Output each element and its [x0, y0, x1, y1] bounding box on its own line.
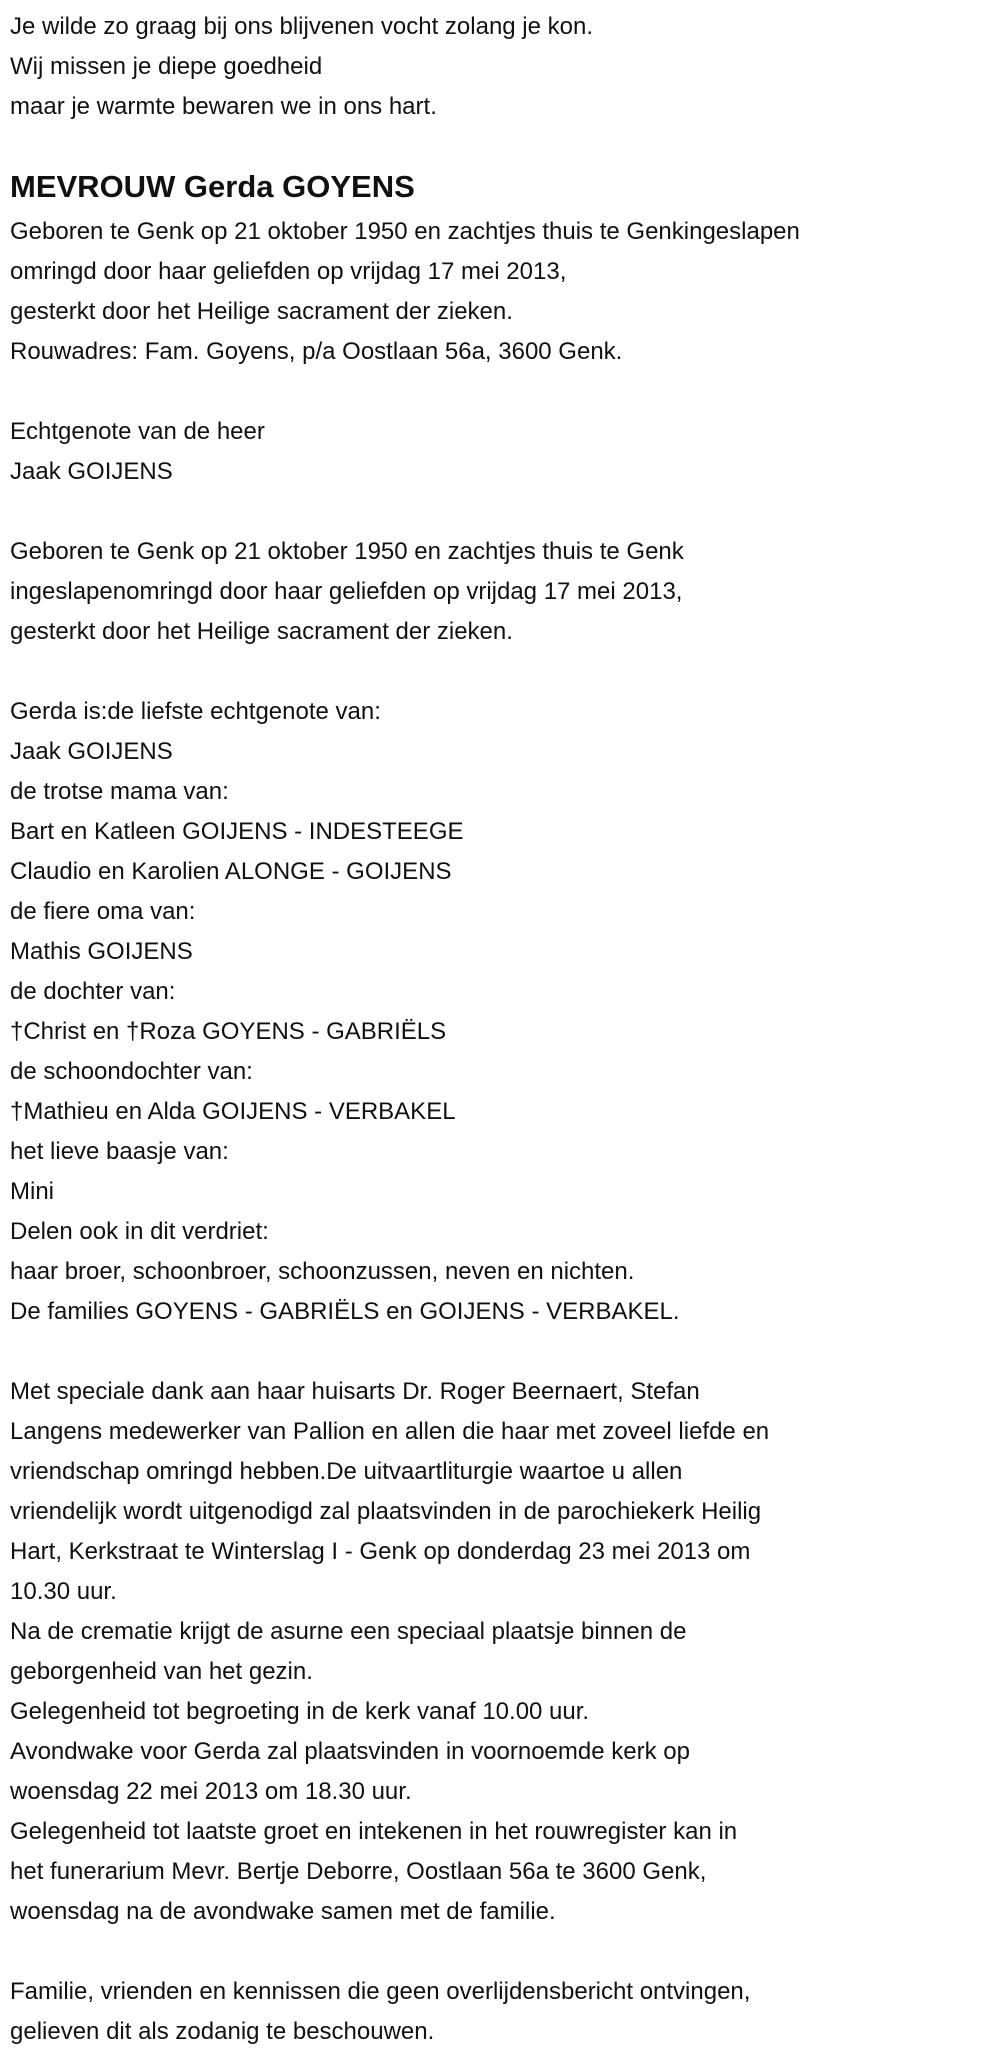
- text-line: vriendschap omringd hebben.De uitvaartliturgie waartoe u allen: [10, 1458, 683, 1485]
- text-line: Gelegenheid tot laatste groet en intekenen in het rouwregister kan in: [10, 1818, 738, 1845]
- text-line: Bart en Katleen GOIJENS - INDESTEEGE: [10, 818, 464, 845]
- text-line: Geboren te Genk op 21 oktober 1950 en zachtjes thuis te Genk: [10, 538, 684, 565]
- paragraph-spacer: [10, 1332, 1000, 1372]
- paragraph: [10, 1372, 1000, 1932]
- text-line: †Mathieu en Alda GOIJENS - VERBAKEL: [10, 1098, 456, 1125]
- text-line: Familie, vrienden en kennissen die geen overlijdensbericht ontvingen,: [10, 1978, 751, 2005]
- text-line: omringd door haar geliefden op vrijdag 17 mei 2013,: [10, 258, 567, 285]
- text-line: Jaak GOIJENS: [10, 738, 173, 765]
- text-line: Mini: [10, 1178, 55, 1205]
- text-line: Na de crematie krijgt de asurne een speciaal plaatsje binnen de: [10, 1618, 687, 1645]
- text-line: Hart, Kerkstraat te Winterslag I - Genk op donderdag 23 mei 2013 om: [10, 1538, 751, 1565]
- text-line: Gelegenheid tot begroeting in de kerk vanaf 10.00 uur.: [10, 1698, 590, 1725]
- text-line: Gerda is:de liefste echtgenote van:: [10, 698, 381, 725]
- text-line: vriendelijk wordt uitgenodigd zal plaatsvinden in de parochiekerk Heilig: [10, 1498, 762, 1525]
- text-line: Rouwadres: Fam. Goyens, p/a Oostlaan 56a, 3600 Genk.: [10, 338, 623, 365]
- text-line: ingeslapenomringd door haar geliefden op vrijdag 17 mei 2013,: [10, 578, 683, 605]
- text-line: gesterkt door het Heilige sacrament der zieken.: [10, 618, 513, 645]
- paragraph: [10, 692, 1000, 1332]
- paragraph-spacer: [10, 492, 1000, 532]
- text-line: †Christ en †Roza GOYENS - GABRIËLS: [10, 1018, 447, 1045]
- text-line: geborgenheid van het gezin.: [10, 1658, 313, 1685]
- text-line: Delen ook in dit verdriet:: [10, 1218, 269, 1245]
- text-line: De families GOYENS - GABRIËLS en GOIJENS - VERBAKEL.: [10, 1298, 680, 1325]
- text-line: Claudio en Karolien ALONGE - GOIJENS: [10, 858, 452, 885]
- paragraph-spacer: [10, 652, 1000, 692]
- text-line: Mathis GOIJENS: [10, 938, 193, 965]
- page-title: MEVROUW Gerda GOYENS: [10, 169, 415, 204]
- text-line: Langens medewerker van Pallion en allen die haar met zoveel liefde en: [10, 1418, 770, 1445]
- text-line: woensdag na de avondwake samen met de familie.: [10, 1898, 556, 1925]
- paragraph: [10, 412, 1000, 492]
- poem-line: Wij missen je diepe goedheid: [10, 53, 323, 80]
- poem-line: maar je warmte bewaren we in ons hart.: [10, 93, 437, 120]
- text-line: gelieven dit als zodanig te beschouwen.: [10, 2018, 435, 2045]
- text-line: 10.30 uur.: [10, 1578, 117, 1605]
- paragraph-spacer: [10, 372, 1000, 412]
- paragraph: [10, 1972, 1000, 2052]
- text-line: het funerarium Mevr. Bertje Deborre, Oostlaan 56a te 3600 Genk,: [10, 1858, 707, 1885]
- paragraph-spacer: [10, 1932, 1000, 1972]
- text-line: het lieve baasje van:: [10, 1138, 229, 1165]
- text-line: Jaak GOIJENS: [10, 458, 173, 485]
- text-line: de schoondochter van:: [10, 1058, 253, 1085]
- text-line: Avondwake voor Gerda zal plaatsvinden in voornoemde kerk op: [10, 1738, 690, 1765]
- obituary-body: [10, 212, 1000, 2052]
- poem-line: Je wilde zo graag bij ons blijvenen vocht zolang je kon.: [10, 13, 594, 40]
- text-line: haar broer, schoonbroer, schoonzussen, neven en nichten.: [10, 1258, 635, 1285]
- text-line: de dochter van:: [10, 978, 176, 1005]
- text-line: Geboren te Genk op 21 oktober 1950 en zachtjes thuis te Genkingeslapen: [10, 218, 800, 245]
- paragraph: [10, 532, 1000, 652]
- text-line: de trotse mama van:: [10, 778, 229, 805]
- paragraph: [10, 212, 1000, 372]
- text-line: gesterkt door het Heilige sacrament der zieken.: [10, 298, 513, 325]
- text-line: de fiere oma van:: [10, 898, 196, 925]
- text-line: woensdag 22 mei 2013 om 18.30 uur.: [10, 1778, 412, 1805]
- poem: [10, 7, 1000, 127]
- text-line: Echtgenote van de heer: [10, 418, 265, 445]
- text-line: Met speciale dank aan haar huisarts Dr. Roger Beernaert, Stefan: [10, 1378, 700, 1405]
